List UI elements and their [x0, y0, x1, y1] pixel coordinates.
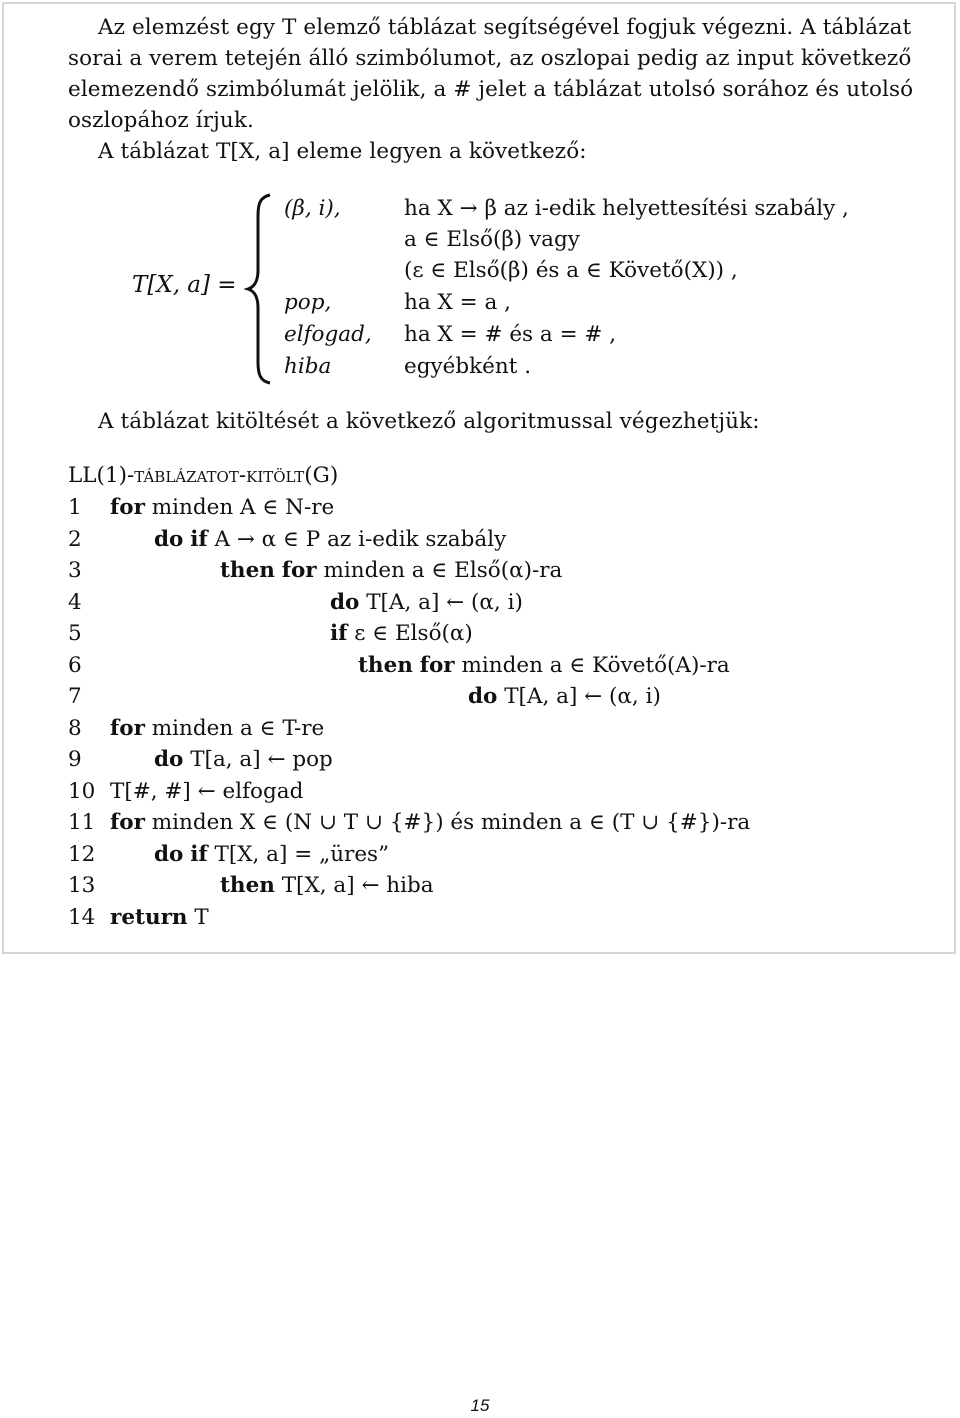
keyword: if [330, 621, 348, 646]
keyword: for [110, 495, 145, 520]
algorithm-line-13 [68, 870, 928, 902]
code-text: then T[X, a] ← hiba [220, 873, 434, 898]
definition-lhs: T[X, a] = [132, 272, 237, 298]
code-text: then for minden a ∈ Első(α)-ra [220, 558, 563, 583]
case-value-5: elfogad, [284, 322, 372, 347]
keyword: return [110, 904, 188, 930]
intro-line-5: A táblázat T[X, a] eleme legyen a következő: [98, 139, 587, 164]
page-number: 15 [470, 1396, 490, 1415]
algorithm-line-3 [68, 555, 928, 587]
keyword: do [154, 841, 184, 867]
code-text: do if A → α ∈ P az i-edik szabály [154, 526, 507, 552]
case-cond-2: a ∈ Első(β) vagy [404, 227, 580, 252]
algorithm-line-12 [68, 839, 928, 871]
case-cond-5: ha X = # és a = # , [404, 322, 617, 347]
code-text: if ε ∈ Első(α) [330, 621, 473, 646]
algorithm-intro: A táblázat kitöltését a következő algoritmussal végezhetjük: [98, 409, 760, 434]
line-number: 8 [68, 715, 82, 741]
algorithm-line-6 [68, 650, 928, 682]
keyword: if [190, 526, 208, 552]
line-number: 1 [68, 495, 82, 520]
keyword: do [468, 684, 498, 709]
keyword: then [220, 873, 275, 898]
keyword: if [190, 841, 208, 867]
line-number: 2 [68, 526, 82, 552]
code-text: for minden A ∈ N-re [110, 495, 335, 520]
intro-line-2: sorai a verem tetején álló szimbólumot, az oszlopai pedig az input következő [68, 46, 912, 71]
keyword: for [110, 810, 145, 835]
case-cond-3: (ε ∈ Első(β) és a ∈ Követő(X)) , [404, 258, 738, 283]
algorithm-line-7 [68, 681, 928, 713]
line-number: 7 [68, 684, 82, 709]
algorithm-line-4 [68, 587, 928, 619]
document-image-frame [2, 2, 956, 954]
algorithm-line-14 [68, 902, 928, 934]
algorithm-line-1 [68, 492, 928, 524]
algorithm-line-5 [68, 618, 928, 650]
algorithm-line-8 [68, 713, 928, 745]
code-text: return T [110, 904, 209, 930]
keyword: for [281, 558, 317, 583]
line-number: 11 [68, 810, 96, 835]
line-number: 5 [68, 621, 82, 646]
line-number: 14 [68, 904, 96, 930]
intro-line-4: oszlopához írjuk. [68, 108, 254, 133]
case-value-1: (β, i), [284, 196, 341, 221]
code-text: for minden X ∈ (N ∪ T ∪ {#}) és minden a ∈ (T ∪ {#})-ra [110, 810, 751, 835]
code-text: do T[a, a] ← pop [154, 747, 333, 772]
case-value-6: hiba [284, 354, 332, 379]
keyword: do [330, 589, 360, 615]
line-number: 12 [68, 841, 96, 867]
keyword: for [110, 715, 145, 741]
code-text: do if T[X, a] = „üres” [154, 841, 390, 867]
algorithm-title: LL(1)-táblázatot-kitölt(G) [68, 463, 339, 488]
code-text: then for minden a ∈ Követő(A)-ra [358, 652, 730, 678]
code-text: do T[A, a] ← (α, i) [330, 589, 523, 615]
keyword: do [154, 747, 184, 772]
code-text: do T[A, a] ← (α, i) [468, 684, 661, 709]
line-number: 3 [68, 558, 82, 583]
keyword: do [154, 526, 184, 552]
keyword: for [419, 652, 455, 678]
keyword: then [220, 558, 275, 583]
line-number: 6 [68, 652, 82, 678]
line-number: 4 [68, 589, 82, 615]
case-cond-4: ha X = a , [404, 290, 511, 315]
left-brace-icon [244, 192, 276, 386]
keyword: then [358, 652, 413, 678]
table-definition [132, 192, 912, 392]
code-text: T[#, #] ← elfogad [110, 778, 304, 804]
case-cond-1: ha X → β az i-edik helyettesítési szabály , [404, 196, 849, 221]
code-text: for minden a ∈ T-re [110, 715, 325, 741]
line-number: 9 [68, 747, 82, 772]
intro-paragraph [68, 12, 928, 167]
line-number: 10 [68, 778, 96, 804]
intro-line-1: Az elemzést egy T elemző táblázat segítségével fogjuk végezni. A táblázat [98, 15, 912, 40]
case-value-4: pop, [284, 290, 332, 315]
line-number: 13 [68, 873, 96, 898]
algorithm-line-10 [68, 776, 928, 808]
intro-line-3: elemezendő szimbólumát jelölik, a # jelet a táblázat utolsó sorához és utolsó [68, 77, 914, 102]
algorithm-line-11 [68, 807, 928, 839]
algorithm [68, 460, 928, 933]
algorithm-line-9 [68, 744, 928, 776]
case-cond-6: egyébként . [404, 354, 532, 379]
algorithm-line-2 [68, 524, 928, 556]
